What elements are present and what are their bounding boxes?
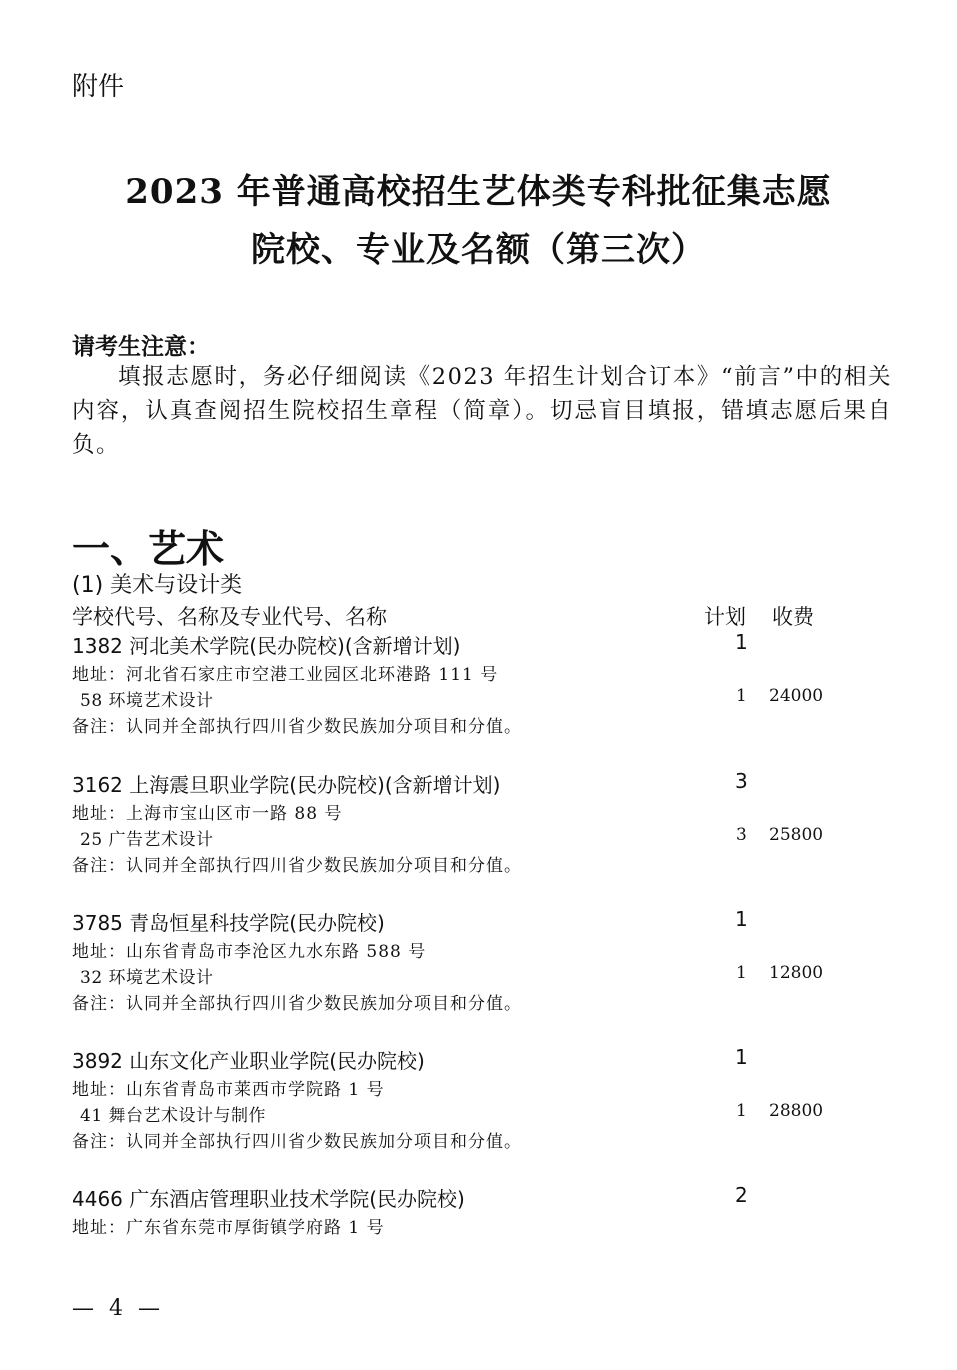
school-address: 地址：广东省东莞市厚街镇学府路 1 号 xyxy=(72,1218,385,1238)
major-plan: 1 xyxy=(736,686,747,706)
column-header-fee: 收费 xyxy=(772,605,814,629)
school-entry xyxy=(72,769,872,899)
school-title: 4466 广东酒店管理职业技术学院(民办院校) xyxy=(72,1187,465,1211)
school-entry xyxy=(72,1183,872,1243)
school-title: 3892 山东文化产业职业学院(民办院校) xyxy=(72,1049,425,1073)
major-plan: 1 xyxy=(736,963,747,983)
school-title: 3785 青岛恒星科技学院(民办院校) xyxy=(72,911,385,935)
column-header-plan: 计划 xyxy=(704,605,746,629)
school-address: 地址：河北省石家庄市空港工业园区北环港路 111 号 xyxy=(72,665,499,685)
document-title-line-1: 2023 年普通高校招生艺体类专科批征集志愿 xyxy=(125,172,832,212)
major-fee: 28800 xyxy=(769,1101,824,1121)
school-entry xyxy=(72,1045,872,1175)
subsection-title: (1) 美术与设计类 xyxy=(72,573,243,598)
major-fee: 12800 xyxy=(769,963,824,983)
school-remark: 备注：认同并全部执行四川省少数民族加分项目和分值。 xyxy=(72,856,522,876)
school-remark: 备注：认同并全部执行四川省少数民族加分项目和分值。 xyxy=(72,1132,522,1152)
major-plan: 3 xyxy=(736,825,747,845)
major-fee: 25800 xyxy=(769,825,824,845)
school-remark: 备注：认同并全部执行四川省少数民族加分项目和分值。 xyxy=(72,994,522,1014)
school-address: 地址：山东省青岛市莱西市学院路 1 号 xyxy=(72,1080,385,1100)
attachment-label: 附件 xyxy=(72,72,125,102)
school-plan: 1 xyxy=(735,1045,748,1069)
school-plan: 1 xyxy=(735,630,748,654)
major-name: 32 环境艺术设计 xyxy=(80,968,214,988)
school-address: 地址：上海市宝山区市一路 88 号 xyxy=(72,804,343,824)
school-title: 3162 上海震旦职业学院(民办院校)(含新增计划) xyxy=(72,773,501,797)
school-address: 地址：山东省青岛市李沧区九水东路 588 号 xyxy=(72,942,427,962)
school-entry xyxy=(72,907,872,1037)
major-plan: 1 xyxy=(736,1101,747,1121)
major-fee: 24000 xyxy=(769,686,824,706)
page-number: — 4 — xyxy=(72,1296,164,1321)
major-name: 25 广告艺术设计 xyxy=(80,830,214,850)
notice-body: 填报志愿时，务必仔细阅读《2023 年招生计划合订本》“前言”中的相关内容，认真查阅招生院校招生章程（简章）。切忌盲目填报，错填志愿后果自负。 xyxy=(72,364,892,458)
school-remark: 备注：认同并全部执行四川省少数民族加分项目和分值。 xyxy=(72,717,522,737)
major-name: 58 环境艺术设计 xyxy=(80,691,214,711)
school-plan: 2 xyxy=(735,1183,748,1207)
school-entry xyxy=(72,630,872,760)
document-title-line-2: 院校、专业及名额（第三次） xyxy=(251,230,706,270)
major-name: 41 舞台艺术设计与制作 xyxy=(80,1106,267,1126)
notice-heading: 请考生注意： xyxy=(72,333,210,360)
school-plan: 1 xyxy=(735,907,748,931)
school-plan: 3 xyxy=(735,769,748,793)
section-title: 一、艺术 xyxy=(72,527,225,571)
school-title: 1382 河北美术学院(民办院校)(含新增计划) xyxy=(72,634,461,658)
column-header-name: 学校代号、名称及专业代号、名称 xyxy=(72,605,387,629)
